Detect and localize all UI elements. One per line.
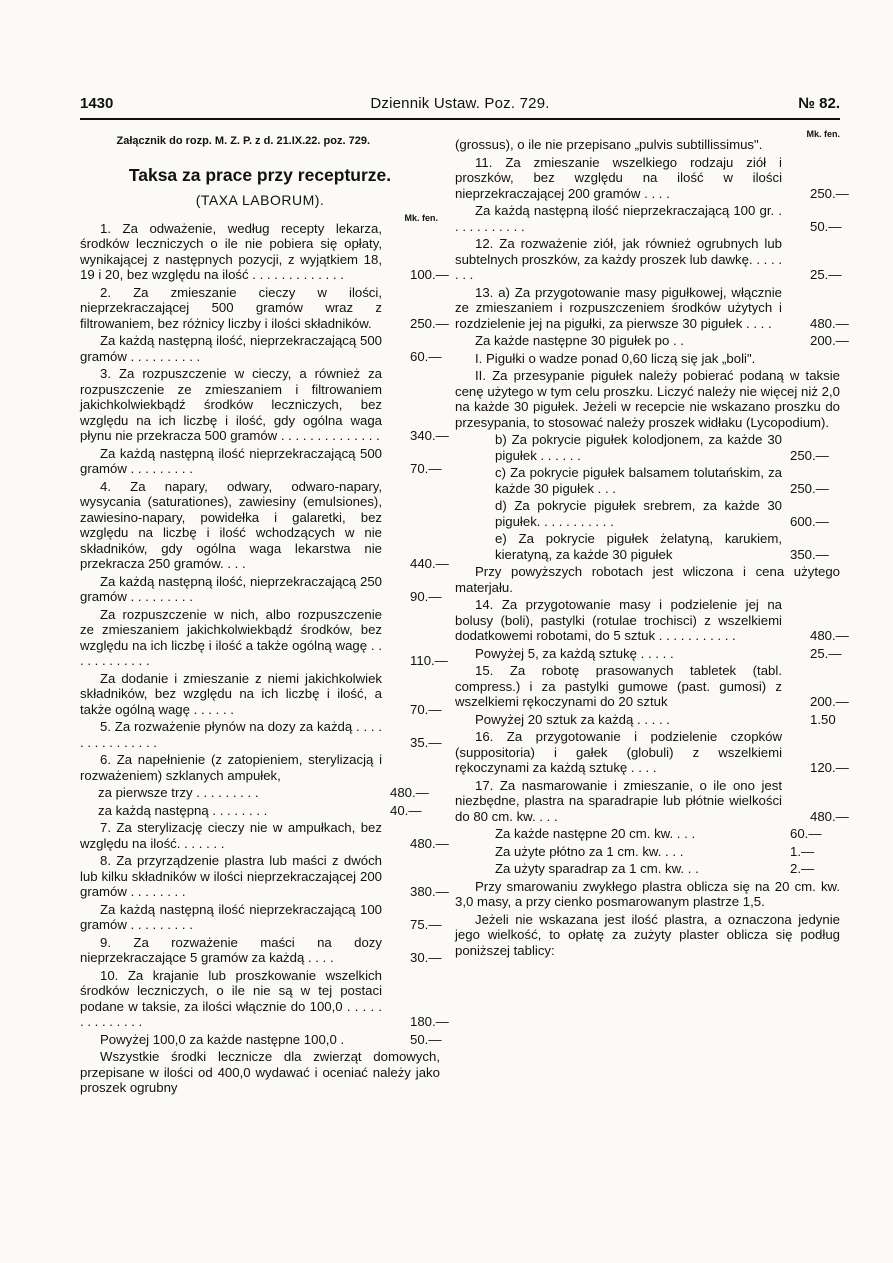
entry-price: 40.— xyxy=(390,802,422,818)
document-title: Taksa za prace przy recepturze. xyxy=(128,165,392,185)
entry-price: 70.— xyxy=(410,461,442,476)
entry-text: Wszystkie środki lecznicze dla zwierząt domowych, przepisane w ilości od 400,0 wydawać i oceniać należy jako proszek ogrubny xyxy=(80,1049,440,1095)
entry-text: Za każde następne 20 cm. kw. . . . xyxy=(495,826,696,841)
tariff-entry xyxy=(80,853,449,900)
entry-price: 600.— xyxy=(790,513,829,529)
entry-text: Za użyte płótno za 1 cm. kw. . . . xyxy=(495,843,684,859)
tariff-entry xyxy=(455,729,849,776)
entry-price: 1.50 xyxy=(810,711,836,727)
tariff-entry xyxy=(80,333,440,364)
entry-price: 250.— xyxy=(790,480,829,496)
tariff-entry xyxy=(455,203,840,234)
tariff-entry xyxy=(455,646,840,662)
entry-price: 60.— xyxy=(410,348,442,364)
tariff-entry xyxy=(80,478,449,572)
tariff-entry xyxy=(455,498,840,529)
entry-text: 14. Za przygotowanie masy i podzielenie jej na bolusy (boli), pastylki (rotulae trochisci) z wszelkiemi dodatkowemi robotami, do 5 sztuk . . . . . . . . . . . xyxy=(455,597,782,643)
tariff-entry xyxy=(455,712,840,728)
entry-price: 90.— xyxy=(410,589,442,604)
entry-text: Za dodanie i zmieszanie z niemi jakichkolwiek składników, bez względu na ich liczbę i ilość, a także ogólną wagę . . . . . . xyxy=(80,670,382,717)
entry-text: Za każdą następną ilość nieprzekraczającą 100 gr. . . . . . . . . . . . xyxy=(455,203,782,234)
tariff-entry xyxy=(80,803,440,819)
entry-text: e) Za pokrycie pigułek żelatyną, karukiem, kieratyną, za każde 30 pigułek xyxy=(495,531,782,562)
entry-price: 1.— xyxy=(790,843,815,859)
entry-text: Za każdą następną ilość nieprzekraczającą 500 gramów . . . . . . . . . xyxy=(80,445,382,476)
entry-price: 25.— xyxy=(810,645,842,661)
entry-text: Przy powyższych robotach jest wliczona i cena użytego materjału. xyxy=(455,564,840,595)
tariff-entry xyxy=(455,531,840,562)
journal-title: Dziennik Ustaw. Poz. 729. xyxy=(370,95,550,112)
entry-price: 480.— xyxy=(810,808,849,824)
tariff-entry xyxy=(80,1049,440,1096)
tariff-entry xyxy=(455,879,840,910)
tariff-entry xyxy=(455,777,849,825)
entry-text: Za każdą następną ilość, nieprzekraczającą 250 gramów . . . . . . . . . xyxy=(80,573,382,604)
entry-price: 50.— xyxy=(410,1031,442,1047)
left-entries xyxy=(80,220,449,1096)
entry-price: 75.— xyxy=(410,917,442,932)
tariff-entry xyxy=(80,574,440,605)
entry-text: 8. Za przyrządzenie plastra lub maści z dwóch lub kilku składników w ilości nieprzekraczającej 200 gramów . . . . . . . . xyxy=(80,853,382,899)
tariff-entry xyxy=(80,820,449,851)
right-entries xyxy=(455,137,849,958)
entry-text: 11. Za zmieszanie wszelkiego rodzaju ziół i proszków, bez względu na ilość w ilości nieprzekraczającej 200 gramów . . . . xyxy=(455,154,782,201)
tariff-entry xyxy=(455,351,840,367)
issue-number: № 82. xyxy=(798,95,840,112)
entry-text: 4. Za napary, odwary, odwaro-napary, wysycania (saturationes), zawiesiny (emulsiones), zawiesino-napary, powidełka i galaretki, bez względu na liczbę i ilość wchodzących w nie składników, gdy ogólna waga lekarstwa nie przekracza 250 gramów. . . . xyxy=(80,478,382,571)
price-column-head-right: Mk. fen. xyxy=(806,129,840,139)
entry-price: 480.— xyxy=(810,315,849,331)
entry-text: d) Za pokrycie pigułek srebrem, za każde 30 pigułek. . . . . . . . . . . xyxy=(495,498,782,529)
tariff-entry xyxy=(80,935,440,966)
right-column xyxy=(455,129,849,960)
entry-text: c) Za pokrycie pigułek balsamem tolutańskim, za każde 30 pigułek . . . xyxy=(495,465,782,496)
entry-price: 480.— xyxy=(390,785,429,800)
entry-price: 480.— xyxy=(410,835,449,851)
tariff-entry xyxy=(80,752,440,783)
entry-text: b) Za pokrycie pigułek kolodjonem, za każde 30 pigułek . . . . . . xyxy=(495,432,782,463)
page-header xyxy=(80,95,840,119)
entry-price: 110.— xyxy=(410,653,448,668)
entry-price: 70.— xyxy=(410,701,442,717)
entry-price: 250.— xyxy=(790,447,829,463)
document-subtitle: (TAXA LABORUM). xyxy=(195,192,325,208)
tariff-entry xyxy=(455,564,840,595)
tariff-entry xyxy=(455,465,840,496)
tariff-entry xyxy=(455,826,840,842)
entry-text: 6. Za napełnienie (z zatopieniem, sterylizacją i rozważeniem) szklanych ampułek, xyxy=(80,752,382,783)
entry-text: 13. a) Za przygotowanie masy pigułkowej, włącznie ze zmieszaniem i rozpuszczeniem środków użytych i rozdzielenie jej na pigułki, za pierwsze 30 pigułek . . . . xyxy=(455,284,782,331)
entry-price: 60.— xyxy=(790,826,822,841)
tariff-entry xyxy=(80,284,449,332)
tariff-entry xyxy=(80,1032,440,1048)
entry-price: 120.— xyxy=(810,760,849,775)
entry-text: 12. Za rozważenie ziół, jak również ogrubnych lub subtelnych proszków, za każdy proszek lub dawkę. . . . . . . . xyxy=(455,236,782,282)
entry-price: 180.— xyxy=(410,1014,449,1029)
tariff-entry xyxy=(80,671,440,718)
entry-text: Powyżej 100,0 za każde następne 100,0 . xyxy=(100,1031,345,1047)
tariff-entry xyxy=(80,967,449,1030)
tariff-entry xyxy=(455,333,849,349)
tariff-entry xyxy=(455,432,840,463)
entry-text: Za użyty sparadrap za 1 cm. kw. . . xyxy=(495,861,699,876)
entry-text: za każdą następną . . . . . . . . xyxy=(98,802,268,818)
entry-text: 5. Za rozważenie płynów na dozy za każdą . . . . . . . . . . . . . . . xyxy=(80,719,382,750)
tariff-entry xyxy=(455,861,840,877)
entry-text: Za rozpuszczenie w nich, albo rozpuszczenie ze zmieszaniem jakichkolwiekbądź środków, bez względu na ich liczbę i ilość a także ogólną wagę . . . . . . . . . . . . xyxy=(80,606,382,668)
price-column-head: Mk. fen. xyxy=(404,212,438,223)
entry-price: 440.— xyxy=(410,556,449,571)
entry-price: 250.— xyxy=(410,315,449,331)
tariff-entry xyxy=(80,366,449,444)
entry-price: 200.— xyxy=(810,333,849,348)
tariff-entry xyxy=(80,220,449,283)
entry-price: 30.— xyxy=(410,950,442,965)
tariff-entry xyxy=(80,902,440,933)
entry-text: Powyżej 20 sztuk za każdą . . . . . xyxy=(475,711,670,727)
entry-price: 2.— xyxy=(790,861,815,876)
entry-price: 50.— xyxy=(810,218,842,234)
tariff-entry xyxy=(80,785,440,801)
tariff-entry xyxy=(455,844,840,860)
tariff-entry xyxy=(455,137,840,153)
tariff-entry xyxy=(455,912,840,959)
entry-text: Powyżej 5, za każdą sztukę . . . . . xyxy=(475,645,674,661)
left-column xyxy=(80,135,449,1098)
header-rule xyxy=(80,118,840,120)
entry-price: 25.— xyxy=(810,267,842,282)
entry-text: I. Pigułki o wadze ponad 0,60 liczą się jak „boli". xyxy=(475,350,756,366)
entry-text: 7. Za sterylizację cieczy nie w ampułkach, bez względu na ilość. . . . . . . xyxy=(80,820,382,851)
tariff-entry xyxy=(455,663,849,710)
entry-price: 250.— xyxy=(810,185,849,201)
tariff-entry xyxy=(80,719,440,750)
page-number: 1430 xyxy=(80,95,114,112)
entry-text: Za każdą następną ilość, nieprzekraczającą 500 gramów . . . . . . . . . . xyxy=(80,333,382,364)
tariff-entry xyxy=(455,236,840,283)
entry-text: (grossus), o ile nie przepisano „pulvis subtillissimus". xyxy=(455,137,763,152)
entry-text: 16. Za przygotowanie i podzielenie czopków (suppositoria) i gałek (globuli) z wszelkiemi rękoczynami za każdą sztukę . . . . xyxy=(455,729,782,775)
tariff-entry xyxy=(455,368,840,430)
entry-text: za pierwsze trzy . . . . . . . . . xyxy=(98,785,259,800)
entry-text: 15. Za robotę prasowanych tabletek (tabl. compress.) i za pastylki gumowe (past. gumosi) z wszelkiemi rękoczynami do 20 sztuk xyxy=(455,663,782,709)
tariff-entry xyxy=(455,284,849,332)
entry-text: 2. Za zmieszanie cieczy w ilości, nieprzekraczającej 500 gramów wraz z filtrowaniem, bez różnicy liczby i ilości składników. xyxy=(80,284,382,331)
entry-price: 200.— xyxy=(810,694,849,709)
entry-price: 100.— xyxy=(410,267,449,282)
entry-text: II. Za przesypanie pigułek należy pobierać podaną w taksie cenę użytego w tym celu proszku. Liczyć należy nie więcej niż 2,0 na każde 30 pigułek. Jeżeli w recepcie nie wskazano proszku do przesypania, to stosować należy proszek widłaku (Lycopodium). xyxy=(455,368,840,430)
entry-price: 350.— xyxy=(790,546,829,562)
annex-note: Załącznik do rozp. M. Z. P. z d. 21.IX.22. poz. 729. xyxy=(116,135,370,147)
entry-text: 17. Za nasmarowanie i zmieszanie, o ile ono jest niezbędne, plastra na sparadrapie lub płótnie wielkości do 80 cm. kw. . . . xyxy=(455,777,782,824)
entry-price: 35.— xyxy=(410,734,442,750)
entry-text: Jeżeli nie wskazana jest ilość plastra, a oznaczona jedynie jego wielkość, to opłatę za zużyty plaster oblicza się podług poniższej tablicy: xyxy=(455,911,840,958)
entry-text: Za każdą następną ilość nieprzekraczającą 100 gramów . . . . . . . . . xyxy=(80,901,382,932)
entry-text: 9. Za rozważenie maści na dozy nieprzekraczające 5 gramów za każdą . . . . xyxy=(80,934,382,965)
entry-text: Za każde następne 30 pigułek po . . xyxy=(475,333,684,348)
tariff-entry xyxy=(455,154,849,202)
entry-text: 10. Za krajanie lub proszkowanie wszelkich środków leczniczych, o ile nie są w tej postaci podane w taksie, za ilości włącznie do 100,0 . . . . . . . . . . . . . . xyxy=(80,967,382,1029)
tariff-entry xyxy=(80,606,448,669)
tariff-entry xyxy=(80,446,440,477)
entry-text: 1. Za odważenie, według recepty lekarza, środków leczniczych o ile nie pobiera się opłaty, wynikającej z następnych pozycji, z wyjątkiem 18, 19 i 20, bez względu na ilość . . . . . . . . . . . . . xyxy=(80,220,382,282)
tariff-entry xyxy=(455,597,849,644)
entry-text: 3. Za rozpuszczenie w cieczy, a również za rozpuszczenie ze zmieszaniem i filtrowaniem jakichkolwiekbądź środków leczniczych, bez względu na ich liczbę i ilość, gdy ogólna waga płynu nie przekracza 500 gramów . . . . . . . . . . . . . . xyxy=(80,366,382,443)
entry-price: 340.— xyxy=(410,428,449,443)
entry-price: 380.— xyxy=(410,884,449,899)
entry-price: 480.— xyxy=(810,628,849,643)
entry-text: Przy smarowaniu zwykłego plastra oblicza się na 20 cm. kw. 3,0 masy, a przy cienko posmarowanym plastrze 1,5. xyxy=(455,878,840,909)
